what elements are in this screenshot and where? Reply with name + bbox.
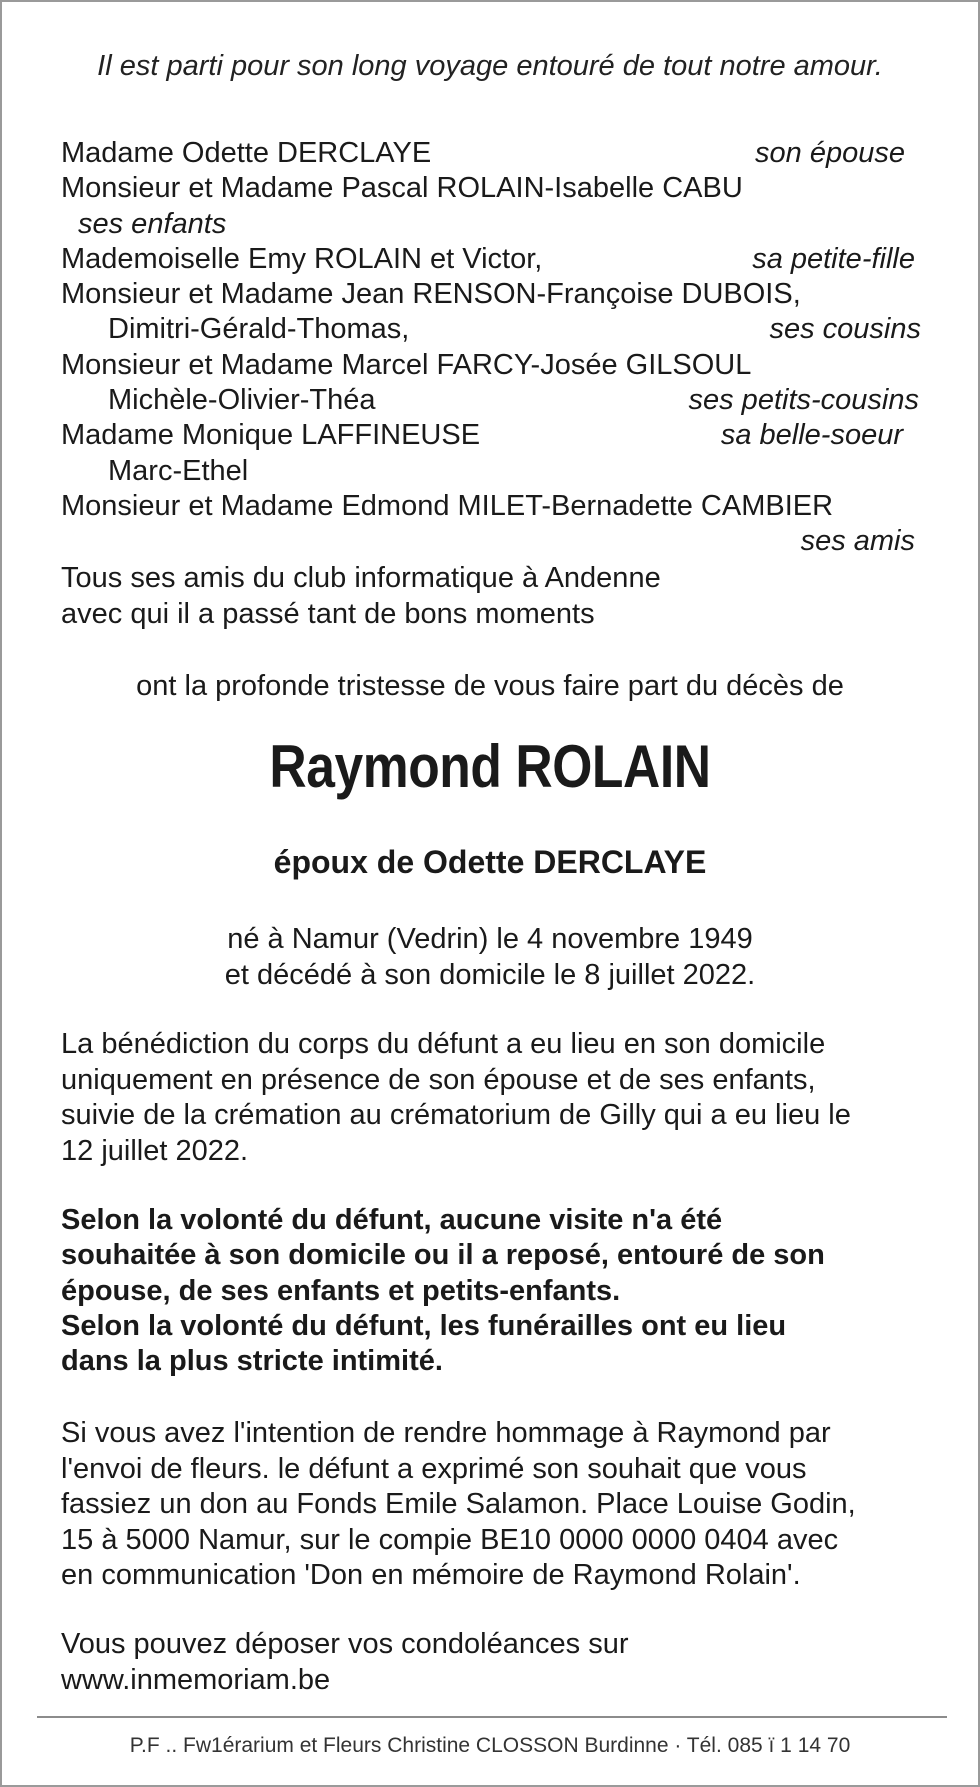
family-row bbox=[61, 242, 921, 277]
family-row bbox=[61, 348, 921, 383]
family-name: Monsieur et Madame Pascal ROLAIN-Isabelle CABU bbox=[61, 172, 743, 205]
family-name: Monsieur et Madame Edmond MILET-Bernadette CAMBIER bbox=[61, 489, 834, 522]
wishes-paragraph bbox=[61, 1203, 931, 1379]
motto: Il est parti pour son long voyage entouré de tout notre amour. bbox=[97, 50, 883, 82]
club-line: Tous ses amis du club informatique à Andenne bbox=[61, 562, 661, 594]
family-name: Marc-Ethel bbox=[108, 454, 249, 487]
footer-divider bbox=[37, 1716, 947, 1718]
paragraph-line: 15 à 5000 Namur, sur le compie BE10 0000 0000 0404 avec bbox=[61, 1523, 839, 1556]
paragraph-line: souhaitée à son domicile ou il a reposé, entouré de son bbox=[61, 1239, 825, 1272]
family-relation: ses cousins bbox=[769, 313, 921, 346]
family-row bbox=[61, 136, 921, 171]
family-relation: ses enfants bbox=[78, 207, 227, 240]
family-row bbox=[61, 524, 921, 559]
family-name: Madame Odette DERCLAYE bbox=[61, 137, 432, 169]
paragraph-line: en communication 'Don en mémoire de Raymond Rolain'. bbox=[61, 1559, 801, 1591]
family-row bbox=[61, 489, 921, 524]
family-row bbox=[61, 312, 921, 347]
family-name: Dimitri-Gérald-Thomas, bbox=[108, 313, 410, 346]
family-row bbox=[61, 171, 921, 206]
family-relation: son épouse bbox=[755, 137, 905, 169]
paragraph-line: épouse, de ses enfants et petits-enfants. bbox=[61, 1274, 621, 1307]
club-line: avec qui il a passé tant de bons moments bbox=[61, 597, 595, 630]
spouse-line: époux de Odette DERCLAYE bbox=[273, 844, 707, 880]
funeral-home-footer: P.F .. Fw1érarium et Fleurs Christine CLOSSON Burdinne · Tél. 085 ï 1 14 70 bbox=[129, 1734, 851, 1757]
paragraph-line: Vous pouvez déposer vos condoléances sur bbox=[61, 1628, 629, 1660]
family-row bbox=[61, 277, 921, 312]
family-relation: sa petite-fille bbox=[752, 242, 915, 275]
birth-line: né à Namur (Vedrin) le 4 novembre 1949 bbox=[227, 923, 753, 955]
paragraph-line: dans la plus stricte intimité. bbox=[61, 1345, 443, 1378]
family-name: Mademoiselle Emy ROLAIN et Victor, bbox=[61, 242, 543, 275]
family-row bbox=[61, 207, 921, 242]
paragraph-line: l'envoi de fleurs. le défunt a exprimé son souhait que vous bbox=[61, 1452, 807, 1485]
family-relation: sa belle-soeur bbox=[720, 419, 903, 452]
family-list bbox=[61, 136, 921, 560]
paragraph-line: 12 juillet 2022. bbox=[61, 1134, 249, 1167]
family-name: Monsieur et Madame Marcel FARCY-Josée GILSOUL bbox=[61, 348, 752, 381]
condolences-paragraph bbox=[61, 1627, 931, 1698]
family-row bbox=[61, 454, 921, 489]
family-name: Madame Monique LAFFINEUSE bbox=[61, 419, 481, 452]
paragraph-line: fassiez un don au Fonds Emile Salamon. Place Louise Godin, bbox=[61, 1488, 856, 1520]
paragraph-line: La bénédiction du corps du défunt a eu lieu en son domicile bbox=[61, 1028, 826, 1060]
family-row bbox=[61, 418, 921, 453]
deceased-name: Raymond ROLAIN bbox=[269, 733, 711, 800]
club-friends bbox=[61, 561, 661, 632]
life-dates bbox=[2, 922, 978, 993]
donation-paragraph bbox=[61, 1416, 931, 1594]
family-relation: ses petits-cousins bbox=[688, 384, 919, 417]
condolences-link[interactable]: www.inmemoriam.be bbox=[61, 1663, 331, 1696]
paragraph-line: Si vous avez l'intention de rendre hommage à Raymond par bbox=[61, 1417, 831, 1449]
ceremony-paragraph bbox=[61, 1027, 931, 1169]
paragraph-line: Selon la volonté du défunt, les funérailles ont eu lieu bbox=[61, 1309, 787, 1342]
family-row bbox=[61, 383, 921, 418]
paragraph-line: suivie de la crémation au crématorium de Gilly qui a eu lieu le bbox=[61, 1099, 851, 1131]
family-name: Monsieur et Madame Jean RENSON-Françoise DUBOIS, bbox=[61, 278, 801, 311]
announcement-intro: ont la profonde tristesse de vous faire part du décès de bbox=[136, 670, 844, 702]
death-line: et décédé à son domicile le 8 juillet 2022. bbox=[224, 958, 756, 991]
family-relation: ses amis bbox=[800, 525, 915, 558]
paragraph-line: uniquement en présence de son épouse et de ses enfants, bbox=[61, 1063, 816, 1096]
family-name: Michèle-Olivier-Théa bbox=[108, 384, 376, 417]
paragraph-line: Selon la volonté du défunt, aucune visite n'a été bbox=[61, 1204, 723, 1236]
